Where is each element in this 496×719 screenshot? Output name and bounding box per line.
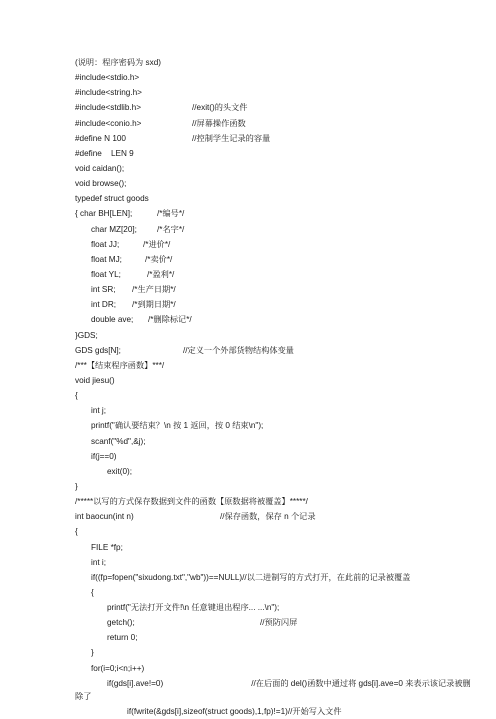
code-line: int i; — [91, 557, 107, 567]
code-line: int baocun(int n) //保存函数，保存 n 个记录 — [75, 509, 475, 524]
code-line: void caidan(); — [75, 163, 125, 173]
code-line: { char BH[LEN]; /*编号*/ — [75, 206, 475, 221]
code-line: printf("无法打开文件!\n 任意键退出程序... ...\n"); — [107, 603, 280, 613]
code-line: float YL; /*盈利*/ — [75, 267, 475, 282]
code-comment: /*到期日期*/ — [132, 300, 176, 310]
code-line: exit(0); — [107, 466, 133, 476]
code-comment: /*卖价*/ — [145, 254, 173, 264]
code-line: /*****以写的方式保存数据到文件的函数【原数据将被覆盖】*****/ — [75, 497, 308, 507]
code-line: (说明：程序密码为 sxd) — [75, 58, 161, 67]
code-comment: /*进价*/ — [143, 239, 171, 249]
code-line: #include<conio.h> //屏幕操作函数 — [75, 116, 475, 131]
code-line: for(i=0;i<n;i++) — [91, 663, 145, 673]
code-line: if((fp=fopen("sixudong.txt","wb"))==NULL)//以二进制写的方式打开，在此前的记录被覆盖 — [91, 572, 411, 582]
code-line: FILE *fp; — [91, 542, 123, 552]
code-line: #include<string.h> — [75, 88, 142, 98]
code-comment: //保存函数，保存 n 个记录 — [220, 512, 316, 522]
code-line: #include<stdio.h> — [75, 73, 140, 83]
code-line: }GDS; — [75, 330, 98, 340]
code-line: void jiesu() — [75, 375, 115, 385]
code-line: int j; — [91, 406, 107, 416]
code-comment: //定义一个外部货物结构体变量 — [183, 345, 294, 355]
code-line: float JJ; /*进价*/ — [75, 237, 475, 252]
code-line: float MJ; /*卖价*/ — [75, 252, 475, 267]
code-line: printf("确认要结束？\n 按 1 返回，按 0 结束\n"); — [91, 421, 264, 431]
code-comment: //在后面的 del()函数中通过将 gds[i].ave=0 来表示该记录被删除了 — [75, 678, 471, 701]
code-comment: /*盈利*/ — [147, 269, 175, 279]
code-line: #include<stdlib.h> //exit()的头文件 — [75, 100, 475, 115]
code-line: { — [75, 391, 78, 401]
code-line: { — [75, 527, 78, 537]
code-line: typedef struct goods — [75, 194, 149, 204]
code-line: if(gds[i].ave!=0) //在后面的 del()函数中通过将 gds[i].ave=0 来表示该记录被删除了 — [75, 678, 471, 701]
code-comment: //控制学生记录的容量 — [192, 133, 271, 143]
code-line: int DR; /*到期日期*/ — [75, 297, 475, 312]
code-line: void browse(); — [75, 179, 127, 189]
code-line: getch(); //预防闪屏 — [75, 615, 475, 630]
code-line: if(fwrite(&gds[i],sizeof(struct goods),1,fp)!=1)//开始写入文件 — [127, 706, 342, 716]
code-comment: //屏幕操作函数 — [192, 118, 246, 128]
code-line: int SR; /*生产日期*/ — [75, 282, 475, 297]
code-line: GDS gds[N]; //定义一个外部货物结构体变量 — [75, 343, 475, 358]
code-line: /***【结束程序函数】***/ — [75, 360, 165, 370]
code-line: double ave; /*删除标记*/ — [75, 312, 475, 327]
code-line: { — [91, 587, 94, 597]
code-line: char MZ[20]; /*名字*/ — [75, 222, 475, 237]
code-comment: //预防闪屏 — [260, 618, 298, 628]
code-line: if(j==0) — [91, 451, 117, 461]
code-comment: /*删除标记*/ — [148, 315, 192, 325]
code-line: #define LEN 9 — [75, 148, 134, 158]
code-line: } — [91, 648, 94, 658]
code-line: return 0; — [107, 633, 138, 643]
code-line: } — [75, 481, 78, 491]
code-comment: /*生产日期*/ — [132, 285, 176, 295]
code-line: scanf("%d",&j); — [91, 436, 146, 446]
code-line: #define N 100 //控制学生记录的容量 — [75, 131, 475, 146]
code-comment: /*名字*/ — [157, 224, 185, 234]
code-comment: /*编号*/ — [157, 209, 185, 219]
code-listing — [75, 55, 475, 719]
code-comment: //exit()的头文件 — [192, 103, 248, 113]
